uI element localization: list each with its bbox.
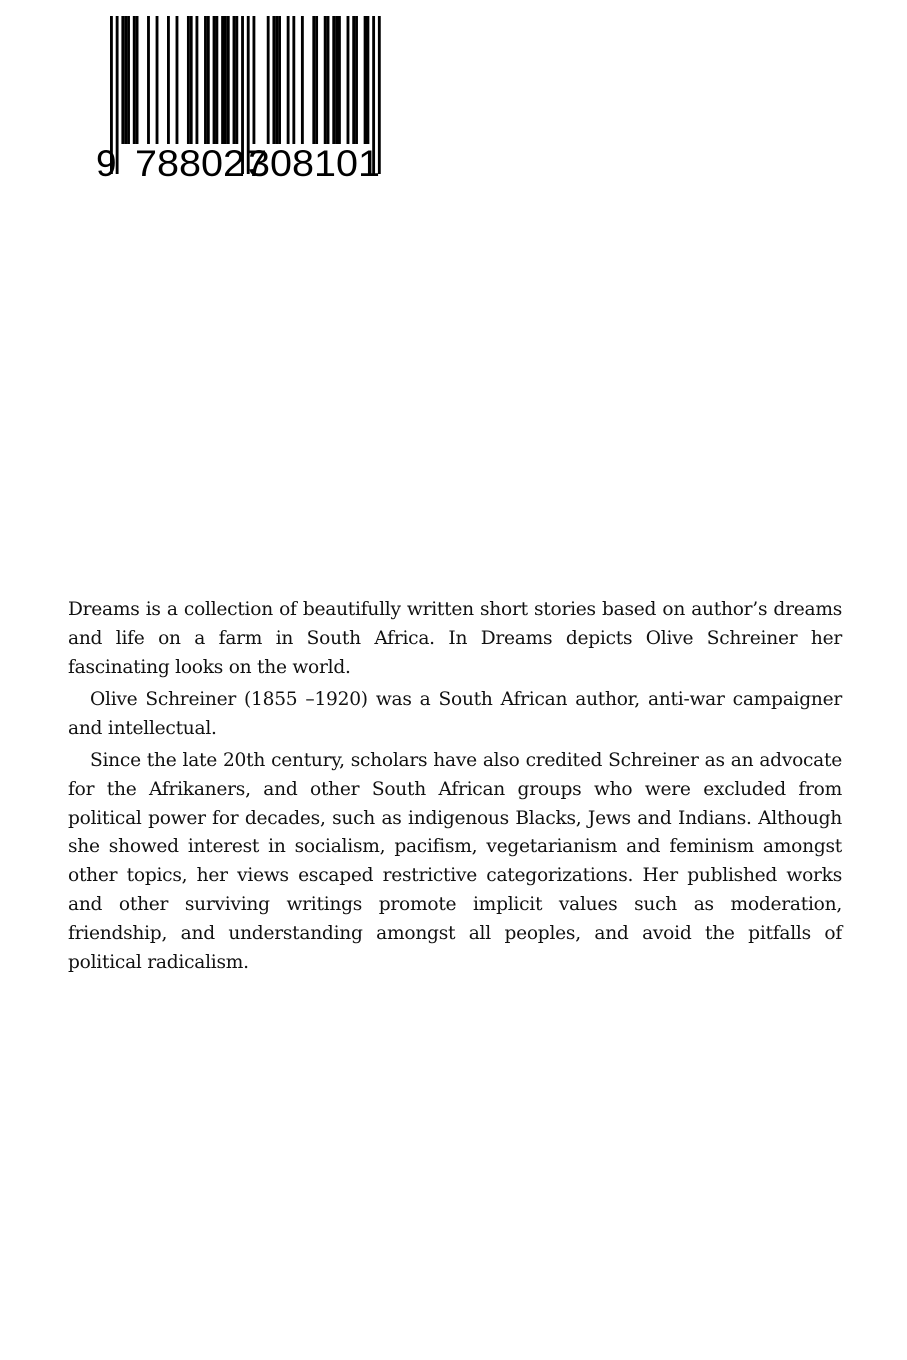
barcode-bar (196, 16, 199, 144)
barcode-graphic (84, 16, 394, 184)
isbn-barcode (84, 16, 394, 184)
description-paragraph-2: Olive Schreiner (1855 –1920) was a South African author, anti-war campaigner and intellectual. (68, 688, 842, 739)
barcode-bar (338, 16, 341, 144)
barcode-bar (224, 16, 227, 144)
barcode-bar (332, 16, 335, 144)
barcode-bar (121, 16, 124, 144)
barcode-right-digits: 308101 (248, 143, 380, 184)
barcode-bar (215, 16, 218, 144)
barcode-bar (235, 16, 238, 144)
barcode-bar (147, 16, 150, 144)
barcode-bar (213, 16, 216, 144)
barcode-bar (221, 16, 224, 144)
book-description (68, 596, 842, 981)
description-paragraph-1: Dreams is a collection of beautifully written short stories based on author’s dreams and life on a farm in South Africa. In Dreams depicts Olive Schreiner her fascinating looks on the world. (68, 599, 842, 678)
barcode-bar (347, 16, 350, 144)
barcode-bar (324, 16, 327, 144)
barcode-bar (301, 16, 304, 144)
barcode-bar (367, 16, 370, 144)
barcode-bar (136, 16, 139, 144)
barcode-bar (156, 16, 159, 144)
barcode-bar (315, 16, 318, 144)
barcode-bar (233, 16, 236, 144)
barcode-bar (267, 16, 270, 144)
barcode-bar (355, 16, 358, 144)
barcode-bar (312, 16, 315, 144)
barcode-bar (292, 16, 295, 144)
barcode-left-digits: 788027 (135, 143, 267, 184)
barcode-bar (176, 16, 179, 144)
barcode-bar (275, 16, 278, 144)
barcode-bar (127, 16, 130, 144)
barcode-bar (278, 16, 281, 144)
barcode-bar (272, 16, 275, 144)
barcode-bar (187, 16, 190, 144)
barcode-bar (253, 16, 256, 144)
barcode-bar (207, 16, 210, 144)
barcode-first-digit: 9 (96, 143, 117, 184)
barcode-bar (227, 16, 230, 144)
description-paragraph-3: Since the late 20th century, scholars have also credited Schreiner as an advocate for the Afrikaners, and other South African groups who were excluded from political power for decades, such as indigenous Blacks, Jews and Indians. Although she showed interest in socialism, pacifism, vegetarianism and feminism amongst other topics, her views escaped restrictive categorizations. Her published works and other surviving writings promote implicit values such as moderation, friendship, and understanding amongst all peoples, and avoid the pitfalls of political radicalism. (68, 749, 842, 973)
barcode-bar (190, 16, 193, 144)
barcode-bar (167, 16, 170, 144)
barcode-bar (327, 16, 330, 144)
barcode-bar (133, 16, 136, 144)
barcode-bar (204, 16, 207, 144)
barcode-bar (124, 16, 127, 144)
barcode-bar (352, 16, 355, 144)
barcode-bar (335, 16, 338, 144)
barcode-bar (364, 16, 367, 144)
barcode-bar (287, 16, 290, 144)
